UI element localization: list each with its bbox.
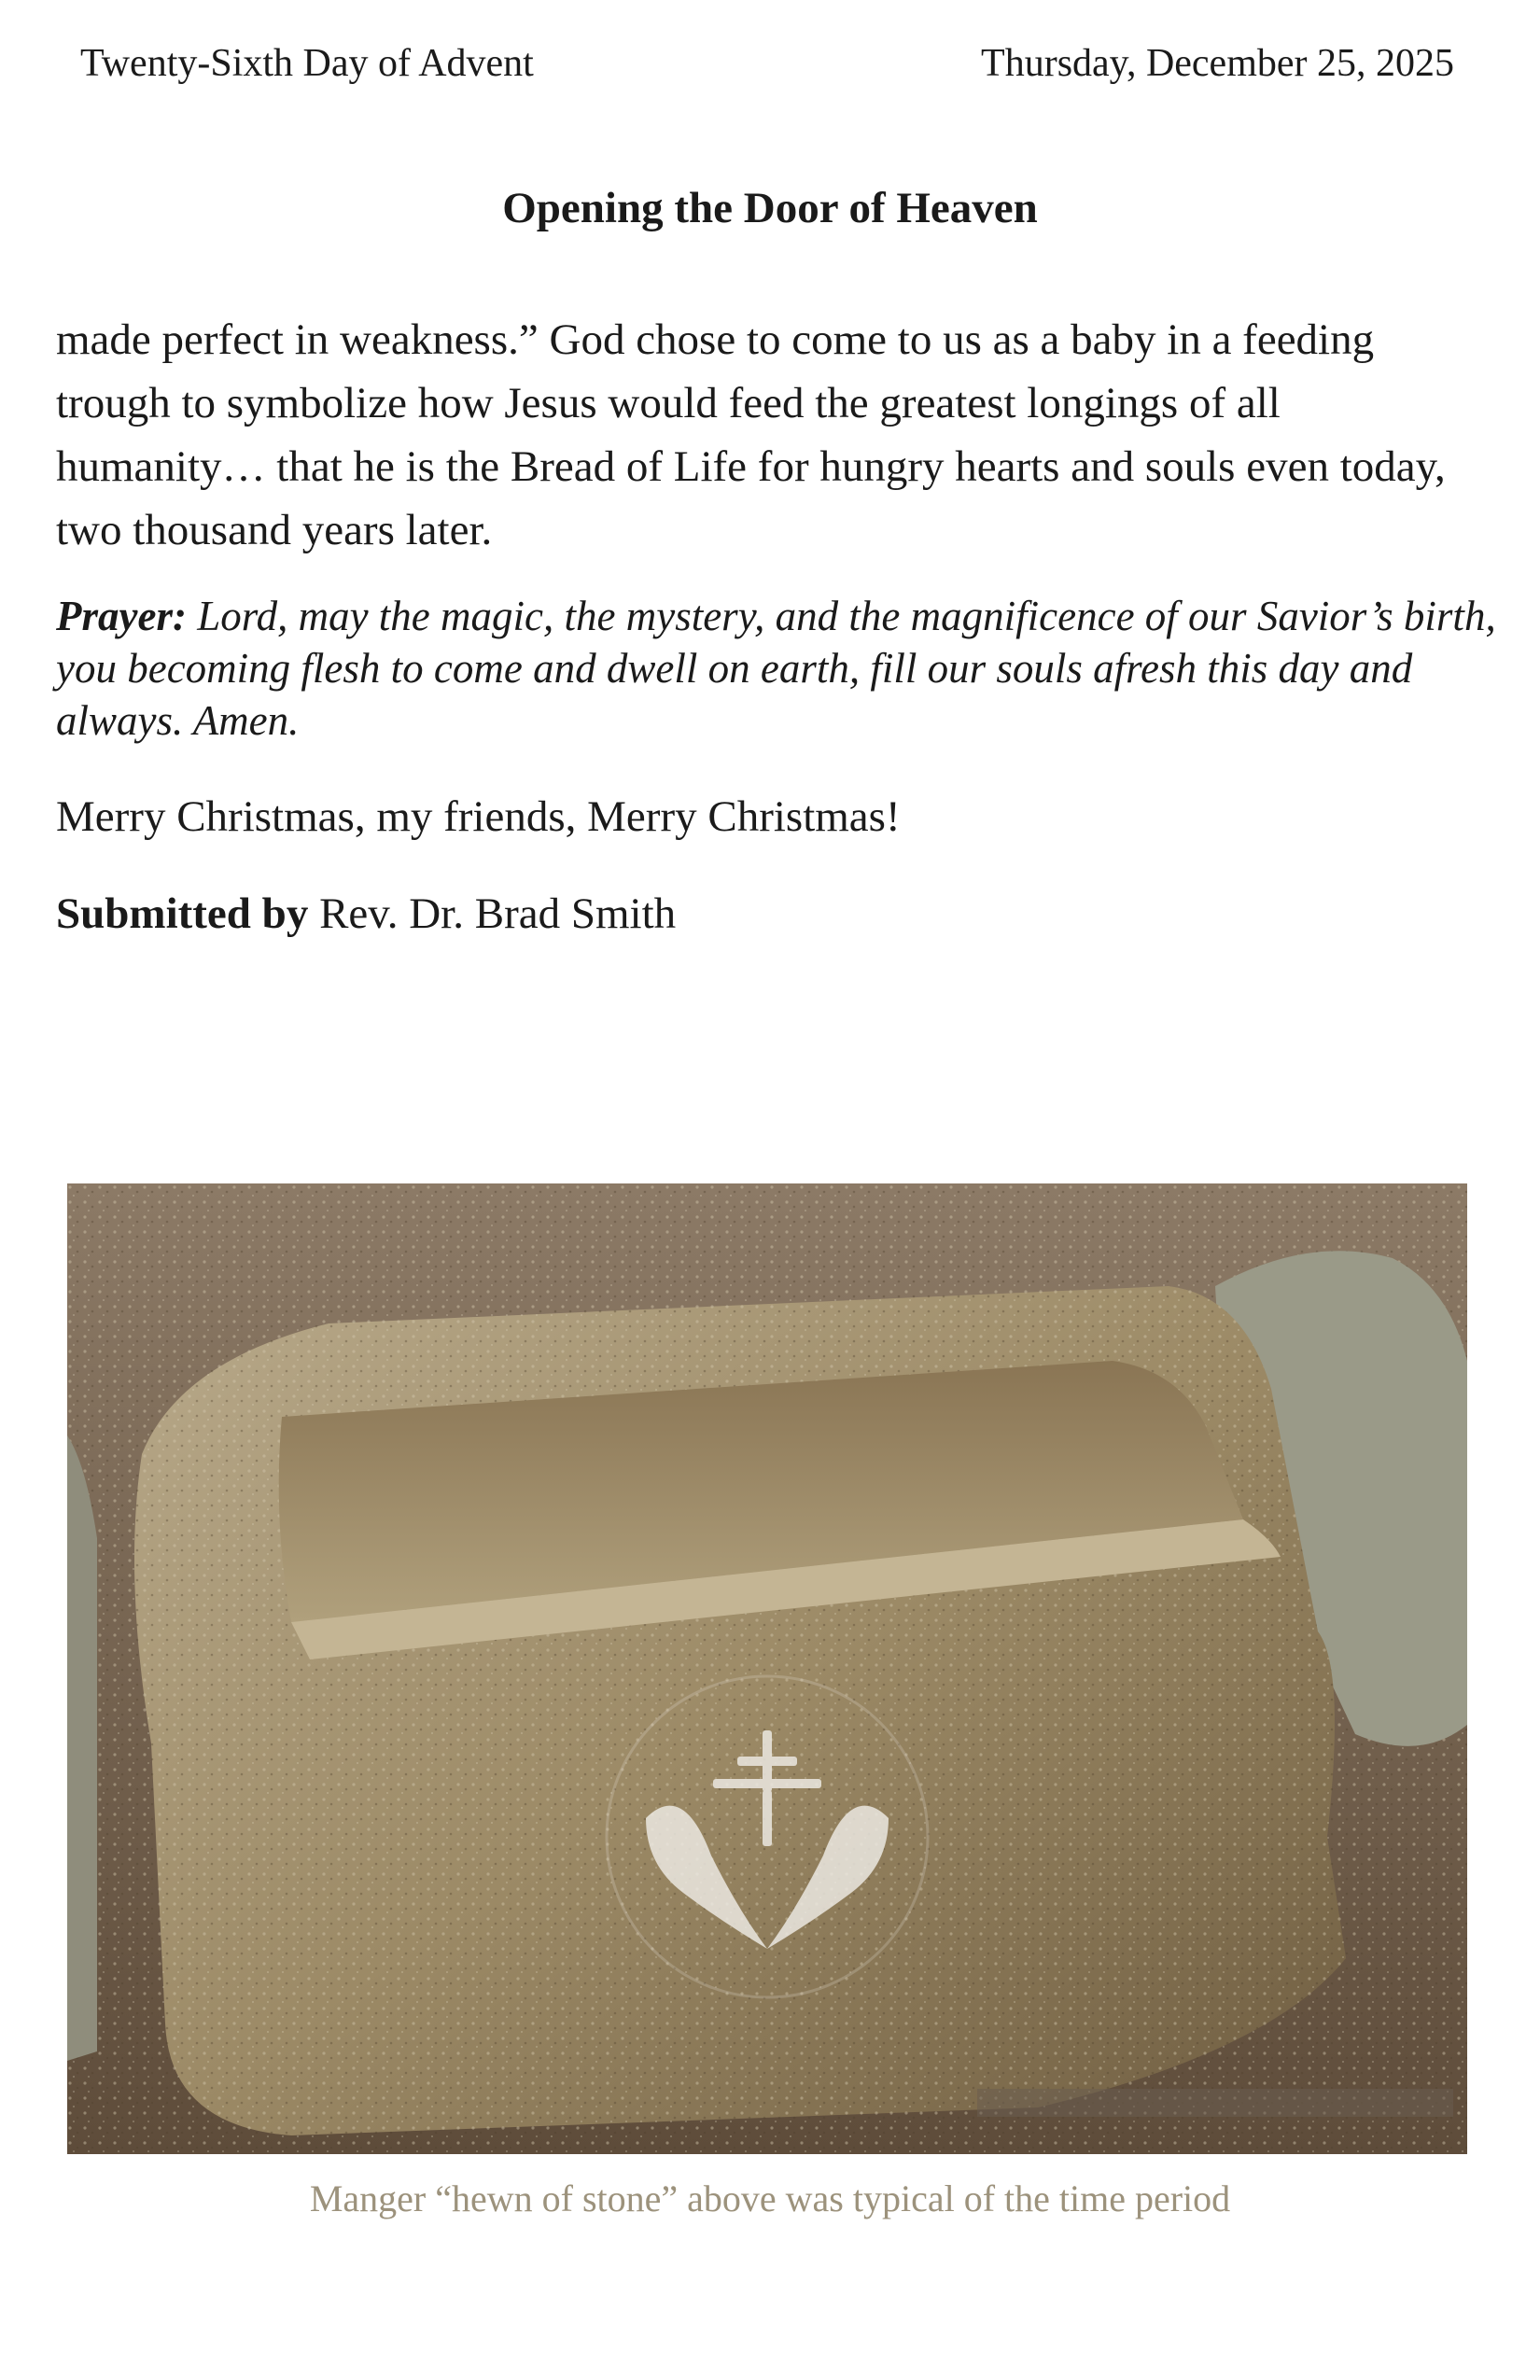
submitted-by-label: Submitted by xyxy=(56,889,309,938)
photo-caption: Manger “hewn of stone” above was typical of the time period xyxy=(309,2177,1231,2219)
author-name: Rev. Dr. Brad Smith xyxy=(308,889,677,938)
christmas-greeting: Merry Christmas, my friends, Merry Christmas! xyxy=(56,792,901,841)
prayer-label: Prayer: xyxy=(56,593,187,639)
page-title: Opening the Door of Heaven xyxy=(502,184,1038,232)
advent-day-label: Twenty-Sixth Day of Advent xyxy=(80,42,534,85)
date-label: Thursday, December 25, 2025 xyxy=(981,42,1454,85)
prayer-paragraph xyxy=(56,590,1512,747)
author-line xyxy=(56,889,676,939)
page-header xyxy=(0,41,1540,97)
prayer-text: Lord, may the magic, the mystery, and the magnificence of our Savior’s birth, you becoming flesh to come and dwell on earth, fill our souls afresh this day and always. Amen. xyxy=(56,593,1496,744)
stone-manger-photo xyxy=(67,1183,1467,2154)
devotional-paragraph: made perfect in weakness.” God chose to come to us as a baby in a feeding trough to symbolize how Jesus would feed the greatest longings of all humanity… that he is the Bread of Life for hungry hearts and souls even today, two thousand years later. xyxy=(56,315,1446,554)
